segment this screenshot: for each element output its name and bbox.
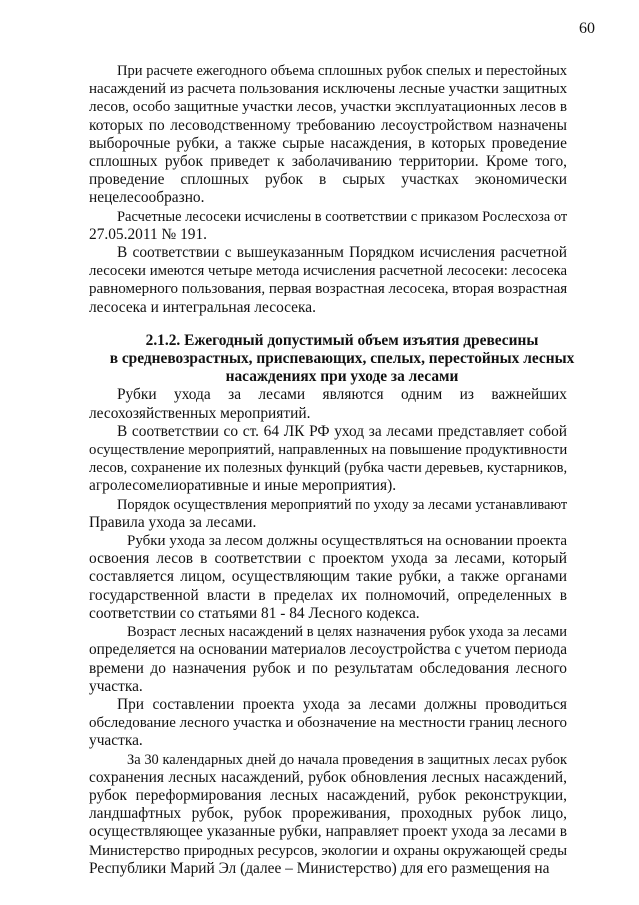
paragraph — [89, 751, 595, 878]
paragraph — [89, 208, 595, 244]
text-line: Республики Марий Эл (далее – Министерство) для его размещения на — [89, 859, 550, 877]
heading-line: в средневозрастных, приспевающих, спелых, перестойных лесных — [109, 350, 575, 368]
text-line: времени до назначения рубок и по результатам обследования лесного — [89, 659, 567, 677]
text-line: рубок переформирования лесных насаждений, рубок реконструкции, — [89, 786, 567, 804]
paragraph — [89, 696, 595, 751]
text-line: 27.05.2011 № 191. — [89, 225, 207, 243]
text-line: лесосека и интегральная лесосека. — [89, 298, 316, 316]
text-line: освоения лесов в соответствии с проектом ухода за лесами, который — [89, 550, 567, 568]
text-line: проведение сплошных рубок в сырых участках экономически — [89, 171, 567, 189]
text-line: В соответствии с вышеуказанным Порядком исчисления расчетной — [117, 244, 567, 262]
text-line: лесов, сохранение их полезных функций (рубка части деревьев, кустарников, — [89, 460, 568, 477]
text-line: насаждений из расчета пользования исключены лесные участки защитных — [89, 81, 568, 98]
text-line: осуществляющее указанные рубки, направляет проект ухода за лесами в — [89, 823, 567, 841]
text-line: лесосеки имеются четыре метода исчисления расчетной лесосеки: лесосека — [89, 263, 567, 280]
text-line: равномерного пользования, первая возрастная лесосека, вторая возрастная — [89, 281, 568, 298]
text-line: участка. — [89, 677, 143, 695]
text-line: лесов, особо защитные участки лесов, участки эксплуатационных лесов в — [89, 98, 567, 116]
text-line: Расчетные лесосеки исчислены в соответствии с приказом Рослесхоза от — [117, 208, 568, 225]
text-line: Министерство природных ресурсов, экологии и охраны окружающей среды — [89, 842, 568, 859]
page-number: 60 — [579, 20, 595, 37]
text-line: сплошных рубок приведет к заболачиванию территории. Кроме того, — [89, 153, 567, 171]
heading-line: 2.1.2. Ежегодный допустимый объем изъятия древесины — [145, 331, 539, 349]
text-line: государственной власти в пределах их полномочий, определенных в — [89, 586, 567, 604]
text-line: определяется на основании материалов лесоустройства с учетом периода — [89, 641, 568, 659]
text-line: Рубки ухода за лесами являются одним из важнейших — [117, 386, 567, 404]
paragraph — [89, 623, 595, 696]
paragraph — [89, 423, 595, 496]
text-line: лесохозяйственных мероприятий. — [89, 404, 311, 422]
text-line: сохранения лесных насаждений, рубок обновления лесных насаждений, — [89, 768, 567, 786]
text-line: обследование лесного участка и обозначение на местности границ лесного — [89, 715, 567, 732]
paragraph — [89, 496, 595, 532]
text-line: При расчете ежегодного объема сплошных рубок спелых и перестойных — [117, 63, 567, 79]
text-line: нецелесообразно. — [89, 189, 205, 207]
text-line: участка. — [89, 732, 143, 750]
text-line: В соответствии со ст. 64 ЛК РФ уход за лесами представляет собой — [117, 422, 567, 440]
text-line: Правила ухода за лесами. — [89, 513, 257, 531]
text-line: осуществление мероприятий, направленных на повышение продуктивности — [89, 442, 568, 459]
text-line: выборочные рубки, а также сырые насаждения, в которых проведение — [89, 134, 567, 152]
paragraph — [89, 62, 595, 208]
paragraph — [89, 532, 595, 623]
text-line: При составлении проекта ухода за лесами должны проводиться — [117, 695, 567, 713]
text-line: которых по лесоводственному требованию лесоустройством назначены — [89, 116, 567, 134]
document-body — [89, 62, 595, 878]
text-line: За 30 календарных дней до начала проведения в защитных лесах рубок — [127, 751, 567, 768]
text-line: Порядок осуществления мероприятий по уходу за лесами устанавливают — [117, 496, 568, 513]
heading-line: насаждениях при уходе за лесами — [225, 368, 459, 386]
text-line: Возраст лесных насаждений в целях назначения рубок ухода за лесами — [127, 624, 567, 641]
text-line: составляется лицом, осуществляющим такие рубки, а также органами — [89, 568, 567, 586]
text-line: агролесомелиоративные и иные мероприятия). — [89, 477, 397, 495]
paragraph — [89, 244, 595, 317]
text-line: Рубки ухода за лесом должны осуществляться на основании проекта — [127, 533, 567, 550]
text-line: ландшафтных рубок, рубок прореживания, проходных рубок лицо, — [89, 805, 567, 823]
paragraph — [89, 386, 595, 422]
section-heading — [89, 332, 595, 387]
text-line: соответствии со статьями 81 - 84 Лесного кодекса. — [89, 604, 420, 622]
